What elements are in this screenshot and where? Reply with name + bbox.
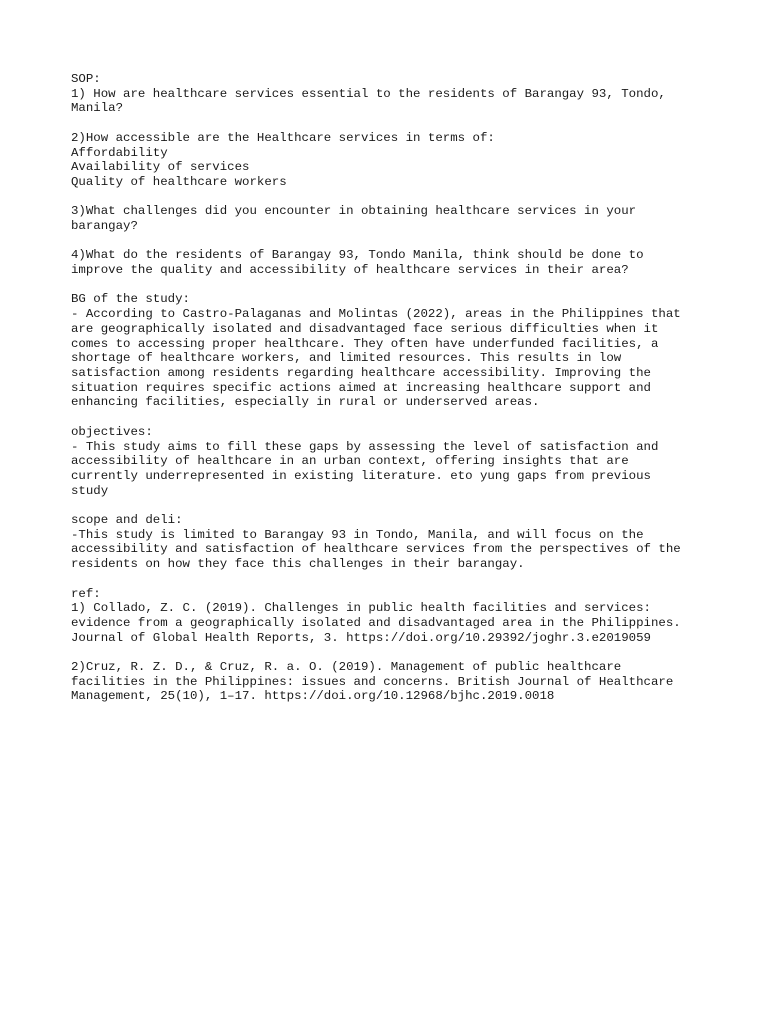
background-heading: BG of the study: (71, 292, 190, 307)
document-page (71, 72, 721, 704)
sop-question-3-line-2: barangay? (71, 219, 138, 233)
references-section (71, 587, 721, 705)
background-line: are geographically isolated and disadvantaged face serious difficulties when it (71, 321, 659, 336)
scope-line: accessibility and satisfaction of healthcare services from the perspectives of the (71, 542, 681, 557)
reference-2-line: facilities in the Philippines: issues and concerns. British Journal of Healthcare (71, 674, 674, 689)
sop-question-4-line-1: 4)What do the residents of Barangay 93, Tondo Manila, think should be done to (71, 248, 644, 263)
objectives-line: accessibility of healthcare in an urban context, offering insights that are (71, 454, 629, 469)
blank-line (71, 498, 721, 513)
background-line: situation requires specific actions aimed at increasing healthcare support and (71, 380, 651, 395)
sop-section (71, 72, 721, 278)
background-section (71, 292, 721, 410)
objectives-line: study (71, 483, 109, 498)
sop-heading: SOP: (71, 72, 101, 86)
background-line: - According to Castro-Palaganas and Molintas (2022), areas in the Philippines that (71, 307, 681, 322)
blank-line (71, 572, 721, 587)
blank-line (71, 410, 721, 425)
scope-line: residents on how they face this challenges in their barangay. (71, 557, 525, 572)
objectives-line: currently underrepresented in existing literature. eto yung gaps from previous (71, 468, 651, 483)
objectives-line: - This study aims to fill these gaps by assessing the level of satisfaction and (71, 439, 659, 454)
sop-question-1-line-1: 1) How are healthcare services essential to the residents of Barangay 93, Tondo, (71, 86, 666, 101)
blank-line (71, 116, 721, 131)
scope-heading: scope and deli: (71, 513, 183, 527)
reference-2-line: 2)Cruz, R. Z. D., & Cruz, R. a. O. (2019). Management of public healthcare (71, 660, 622, 674)
sop-question-2-item-quality: Quality of healthcare workers (71, 174, 287, 189)
scope-line: -This study is limited to Barangay 93 in Tondo, Manila, and will focus on the (71, 527, 644, 542)
sop-question-2-item-affordability: Affordability (71, 145, 168, 160)
sop-question-2-line-1: 2)How accessible are the Healthcare services in terms of: (71, 130, 495, 145)
background-line: shortage of healthcare workers, and limited resources. This results in low (71, 351, 622, 366)
background-line: enhancing facilities, especially in rural or underserved areas. (71, 395, 540, 410)
objectives-section (71, 425, 721, 499)
scope-section (71, 513, 721, 572)
background-line: satisfaction among residents regarding healthcare accessibility. Improving the (71, 366, 651, 380)
reference-2-line: Management, 25(10), 1–17. https://doi.org/10.12968/bjhc.2019.0018 (71, 689, 555, 704)
blank-line (71, 278, 721, 293)
sop-question-4-line-2: improve the quality and accessibility of healthcare services in their area? (71, 263, 629, 278)
sop-question-3-line-1: 3)What challenges did you encounter in obtaining healthcare services in your (71, 204, 637, 219)
sop-question-2-item-availability: Availability of services (71, 160, 250, 175)
background-line: comes to accessing proper healthcare. They often have underfunded facilities, a (71, 336, 659, 351)
sop-question-1-line-2: Manila? (71, 101, 124, 116)
reference-1-line: 1) Collado, Z. C. (2019). Challenges in public health facilities and services: (71, 601, 651, 616)
blank-line (71, 190, 721, 205)
objectives-heading: objectives: (71, 424, 153, 439)
blank-line (71, 645, 721, 660)
reference-1-line: evidence from a geographically isolated and disadvantaged area in the Philippines. (71, 615, 681, 630)
reference-1-line: Journal of Global Health Reports, 3. https://doi.org/10.29392/joghr.3.e2019059 (71, 630, 651, 645)
blank-line (71, 234, 721, 249)
references-heading: ref: (71, 586, 101, 601)
